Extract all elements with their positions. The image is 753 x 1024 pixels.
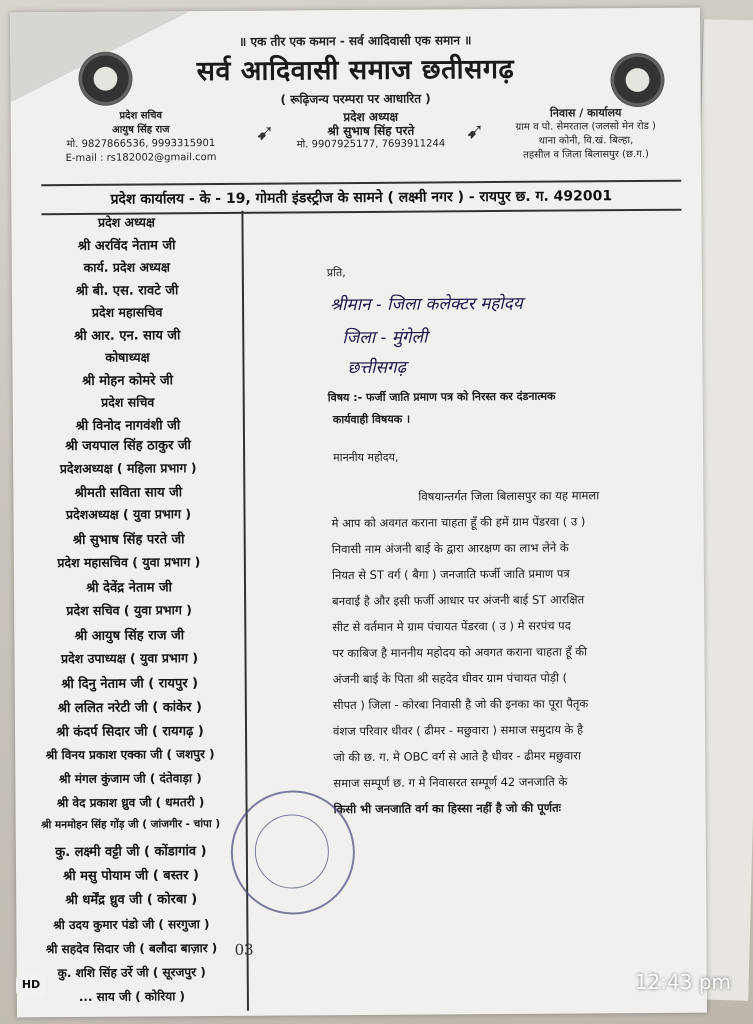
office-address: प्रदेश कार्यालय - के - 19, गोमती इंडस्ट्रीज के सामने ( लक्ष्मी नगर ) - रायपुर छ. ग. 492001 — [41, 180, 681, 215]
member-line: प्रदेशअध्यक्ष ( युवा प्रभाग ) — [65, 506, 192, 523]
member-line: श्री सहदेव सिदार जी ( बलौदा बाज़ार ) — [45, 940, 218, 957]
secretary-email: E-mail : rs182002@gmail.com — [65, 151, 217, 165]
member-line: श्री धर्मेंद्र ध्रुव जी ( कोरबा ) — [65, 892, 198, 909]
member-line: श्री विनय प्रकाश एक्का जी ( जशपुर ) — [45, 746, 215, 763]
handwritten-addressee-3: छत्तीसगढ़ — [347, 357, 407, 379]
member-line: कु. शशि सिंह उर्रे जी ( सूरजपुर ) — [57, 965, 206, 981]
body-line: मे आप को अवगत कराना चाहता हूँ की हमें ग्राम पेंडरवा ( उ ) — [331, 514, 586, 531]
left-logo-icon — [78, 52, 132, 106]
right-emblem-icon — [610, 53, 664, 107]
member-line: प्रदेश महासचिव ( युवा प्रभाग ) — [57, 554, 201, 571]
address-role: निवास / कार्यालय — [549, 106, 622, 120]
member-line: श्री मंगल कुंजाम जी ( दंतेवाड़ा ) — [58, 771, 202, 787]
president-role: प्रदेश अध्यक्ष — [343, 109, 399, 125]
member-line: श्री अरविंद नेताम जी — [77, 238, 176, 254]
member-line: श्रीमती सविता साय जी — [74, 485, 183, 501]
handwritten-addressee-1: श्रीमान - जिला कलेक्टर महोदय — [329, 293, 523, 316]
member-line: श्री आर. एन. साय जी — [74, 328, 181, 344]
member-line: श्री वेद प्रकाश ध्रुव जी ( धमतरी ) — [56, 795, 205, 811]
handwritten-addressee-2: जिला - मुंगेली — [342, 327, 428, 349]
body-line: निवासी नाम अंजनी बाई के द्वारा आरक्षण का लाभ लेने के — [331, 540, 569, 557]
organization-title: सर्व आदिवासी समाज छतीसगढ़ — [196, 53, 515, 88]
body-line: विषयान्तर्गत जिला बिलासपुर का यह मामला — [418, 488, 600, 504]
letter-page — [10, 8, 707, 1018]
body-line: किसी भी जनजाति वर्ग का हिस्सा नहीं है जो की पूर्णतः — [333, 800, 561, 817]
member-line: प्रदेशअध्यक्ष ( महिला प्रभाग ) — [59, 460, 197, 477]
president-block — [281, 109, 461, 152]
member-line: प्रदेश सचिव — [101, 394, 155, 410]
salutation: माननीय महोदय, — [333, 450, 399, 465]
secretary-phone: मो. 9827866536, 9993315901 — [66, 137, 216, 151]
letter-to: प्रति, — [326, 266, 346, 280]
body-line: सीपत ) जिला - कोरबा निवासी है जो की इनका का पूरा पैतृक — [332, 696, 589, 713]
member-line: श्री आयुष सिंह राज जी — [74, 628, 185, 644]
member-line: श्री बी. एस. रावटे जी — [75, 283, 179, 299]
member-line: प्रदेश महासचिव — [91, 304, 163, 320]
body-line: नियत से ST वर्ग ( बैगा ) जनजाति फर्जी जाति प्रमाण पत्र — [331, 566, 570, 583]
body-line: जो की छ. ग. मे OBC वर्ग से आते है धीवर - ढीमर मछुवारा — [333, 748, 581, 765]
member-line: श्री मनमोहन सिंह गोंड़ जी ( जांजगीर - चांपा ) — [41, 817, 221, 832]
secretary-block — [51, 109, 231, 166]
body-line: पर काबिज है माननीय महोदय को अवगत कराना चाहता हूँ की — [332, 644, 588, 661]
body-line: बनवाई है और इसी फर्जी आधार पर अंजनी बाई ST आरक्षित — [332, 592, 585, 609]
member-line: श्री कंदर्प सिदार जी ( रायगढ़ ) — [56, 724, 204, 741]
member-line: श्री जयपाल सिंह ठाकुर जी — [65, 438, 191, 455]
member-line: कोषाध्यक्ष — [105, 349, 150, 365]
member-line: कार्य. प्रदेश अध्यक्ष — [83, 259, 170, 275]
secretary-role: प्रदेश सचिव — [119, 110, 163, 122]
office-stamp-icon — [230, 790, 355, 915]
address-line-2: थाना कोनी, वि.खं. बिल्हा, — [538, 135, 634, 147]
member-line: प्रदेश उपाध्यक्ष ( युवा प्रभाग ) — [60, 650, 199, 667]
organization-subtitle: ( रूढ़िजन्य परम्परा पर आधारित ) — [280, 91, 431, 107]
stamp-number: 03 — [234, 940, 254, 959]
member-line: श्री सुभाष सिंह परते जी — [72, 532, 185, 548]
member-line: प्रदेश सचिव ( युवा प्रभाग ) — [66, 602, 193, 619]
member-line: श्री देवेंद्र नेताम जी — [85, 580, 173, 596]
member-line: श्री विनोद नागवंशी जी — [75, 418, 181, 434]
bow-arrow-icon: ➹ — [465, 119, 485, 145]
member-line: ... साय जी ( कोरिया ) — [78, 989, 185, 1004]
subject-line-2: कार्यवाही विषयक । — [332, 412, 411, 427]
member-line: श्री मसु पोयाम जी ( बस्तर ) — [63, 868, 199, 885]
president-phone: मो. 9907925177, 7693911244 — [296, 138, 446, 151]
body-line: वंशज परिवार धीवर ( ढीमर - मछुवारा ) समाज समुदाय के है — [332, 722, 584, 739]
body-line: समाज सम्पूर्ण छ. ग मे निवासरत सम्पूर्ण 42 जनजाति के — [333, 774, 568, 791]
stamp-inner-ring — [255, 814, 330, 889]
member-line: श्री ललित नरेटी जी ( कांकेर ) — [57, 700, 202, 717]
office-address-block — [491, 106, 681, 163]
hd-badge: HD — [16, 974, 46, 996]
timestamp: 12:43 pm — [634, 970, 731, 994]
member-line: श्री दिनु नेताम जी ( रायपुर ) — [61, 676, 199, 693]
body-line: अंजनी बाई के पिता श्री सहदेव धीवर ग्राम पंचायत पोड़ी ( — [332, 670, 568, 687]
member-line: कु. लक्ष्मी वट्टी जी ( कोंडागांव ) — [55, 844, 207, 861]
body-line: सीट से वर्तमान मे ग्राम पंचायत पेंडरवा ( उ ) मे सरपंच पद — [332, 618, 571, 635]
secretary-name: आयुष सिंह राज — [112, 124, 170, 136]
bow-arrow-icon: ➹ — [255, 120, 275, 146]
letterhead-motto: ॥ एक तीर एक कमान - सर्व आदिवासी एक समान ॥ — [239, 33, 472, 49]
subject-line-1: विषय :- फर्जी जाति प्रमाण पत्र को निरस्त कर दंडनात्मक — [327, 389, 556, 405]
member-line: श्री उदय कुमार पंडो जी ( सरगुजा ) — [53, 917, 210, 933]
address-line-1: ग्राम व पो. सेमरताल (जलसो मेन रोड ) — [515, 120, 656, 133]
address-line-3: तहसील व जिला बिलासपुर (छ.ग.) — [523, 148, 649, 161]
member-line: प्रदेश अध्यक्ष — [97, 214, 156, 230]
president-name: श्री सुभाष सिंह परते — [327, 123, 415, 139]
member-line: श्री मोहन कोमरे जी — [82, 373, 174, 389]
